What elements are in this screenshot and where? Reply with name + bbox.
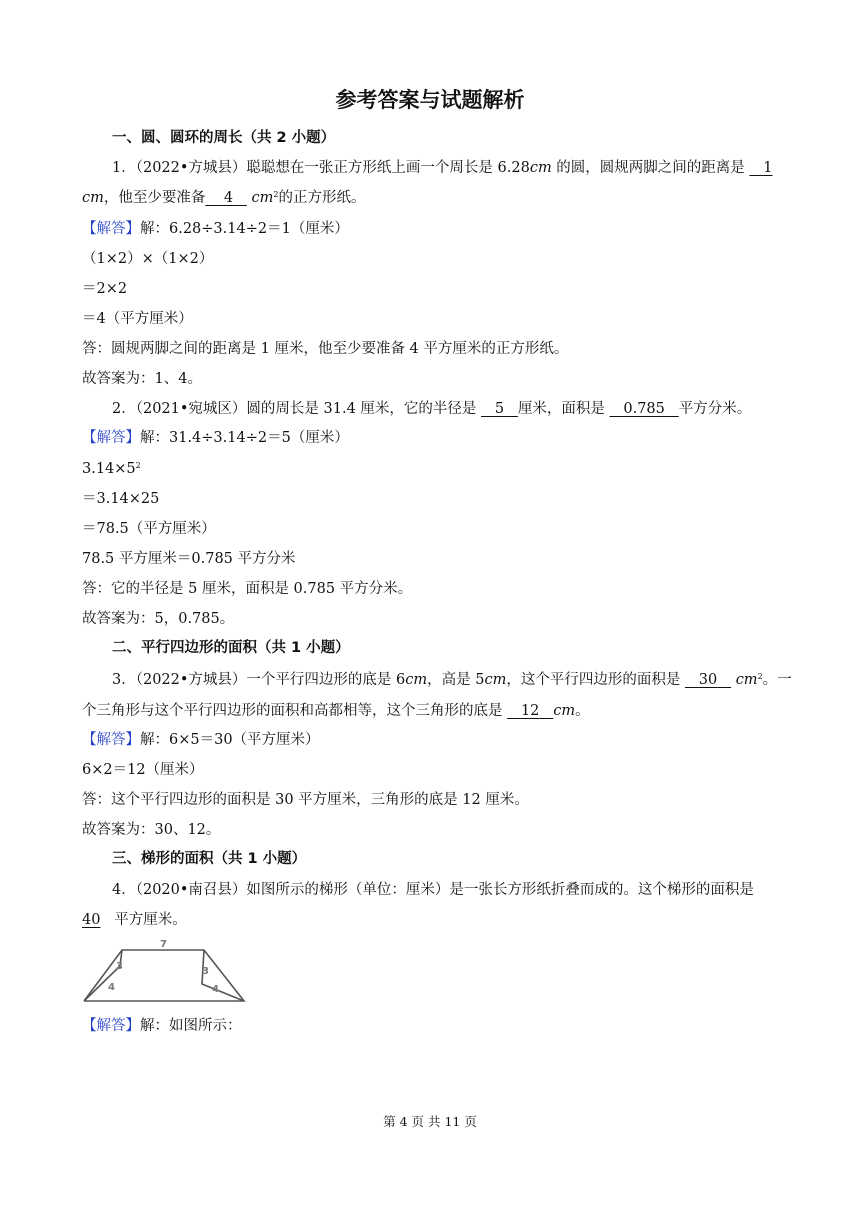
answer-blank: 12 — [520, 703, 540, 719]
question-4-line-1: 4．（2020•南召县）如图所示的梯形（单位：厘米）是一张长方形纸折叠而成的。这个梯形的面积是 — [112, 882, 754, 898]
solution-1-line-2: （1×2）×（1×2） — [82, 251, 214, 267]
section-heading-2: 二、平行四边形的面积（共 1 小题） — [112, 640, 350, 656]
figure-label-right-3: 3 — [202, 966, 209, 977]
solution-2-line-4: ＝78.5（平方厘米） — [82, 521, 216, 537]
solution-3-line-3: 答：这个平行四边形的面积是 30 平方厘米，三角形的底是 12 厘米。 — [82, 792, 529, 808]
trapezoid-figure — [80, 936, 248, 1006]
answer-tag: 【解答】 — [82, 221, 140, 237]
page-title: 参考答案与试题解析 — [335, 88, 525, 112]
solution-1-line-4: ＝4（平方厘米） — [82, 311, 193, 327]
solution-2-line-1: 【解答】解：31.4÷3.14÷2＝5（厘米） — [82, 430, 349, 446]
question-2-line-1: 2．（2021•宛城区）圆的周长是 31.4 厘米，它的半径是 5 厘米，面积是 0.785 平方分米。 — [112, 401, 752, 417]
answer-blank: 5 — [494, 401, 505, 417]
figure-label-top: 7 — [160, 939, 167, 950]
solution-2-line-6: 答：它的半径是 5 厘米，面积是 0.785 平方分米。 — [82, 581, 413, 597]
section-heading-3: 三、梯形的面积（共 1 小题） — [112, 851, 307, 867]
solution-1-line-6: 故答案为：1、4。 — [82, 371, 202, 387]
question-3-line-2: 个三角形与这个平行四边形的面积和高都相等，这个三角形的底是 12 cm。 — [82, 703, 590, 719]
answer-blank: 4 — [223, 190, 234, 206]
solution-1-line-5: 答：圆规两脚之间的距离是 1 厘米，他至少要准备 4 平方厘米的正方形纸。 — [82, 341, 569, 357]
section-heading-1: 一、圆、圆环的周长（共 2 小题） — [112, 130, 336, 146]
solution-3-line-4: 故答案为：30、12。 — [82, 822, 221, 838]
question-1-line-1: 1．（2022•方城县）聪聪想在一张正方形纸上画一个周长是 6.28cm 的圆，圆规两脚之间的距离是 1 — [112, 160, 773, 176]
solution-2-line-2: $3.14\times 5^2$ — [82, 461, 141, 477]
solution-1-line-3: ＝2×2 — [82, 281, 128, 297]
answer-blank: 1 — [763, 160, 773, 176]
answer-blank: 0.785 — [623, 401, 665, 417]
answer-blank: 30 — [698, 672, 718, 688]
solution-2-line-3: ＝3.14×25 — [82, 491, 160, 507]
question-3-line-1: 3．（2022•方城县）一个平行四边形的底是 6cm，高是 5cm，这个平行四边形的面积是 30 $cm^2$。一 — [112, 672, 792, 688]
answer-tag: 【解答】 — [82, 1018, 140, 1034]
solution-3-line-2: 6×2＝12（厘米） — [82, 762, 204, 778]
page-footer: 第 4 页 共 11 页 — [383, 1114, 477, 1129]
figure-label-left-3: 3 — [116, 961, 123, 972]
solution-2-line-7: 故答案为：5，0.785。 — [82, 611, 235, 627]
question-4-line-2: 40 平方厘米。 — [82, 912, 187, 928]
answer-tag: 【解答】 — [82, 430, 140, 446]
solution-1-line-1: 【解答】解：6.28÷3.14÷2＝1（厘米） — [82, 221, 349, 237]
solution-2-line-5: 78.5 平方厘米＝0.785 平方分米 — [82, 551, 296, 567]
figure-label-left-4: 4 — [108, 982, 115, 993]
answer-blank: 40 — [82, 912, 101, 928]
question-1-line-2: cm，他至少要准备 4 $cm^2$的正方形纸。 — [82, 190, 366, 206]
answer-tag: 【解答】 — [82, 732, 140, 748]
trapezoid-outline — [84, 950, 244, 1001]
solution-4-line-1: 【解答】解：如图所示： — [82, 1018, 242, 1034]
solution-3-line-1: 【解答】解：6×5＝30（平方厘米） — [82, 732, 320, 748]
figure-label-right-4: 4 — [212, 984, 219, 995]
